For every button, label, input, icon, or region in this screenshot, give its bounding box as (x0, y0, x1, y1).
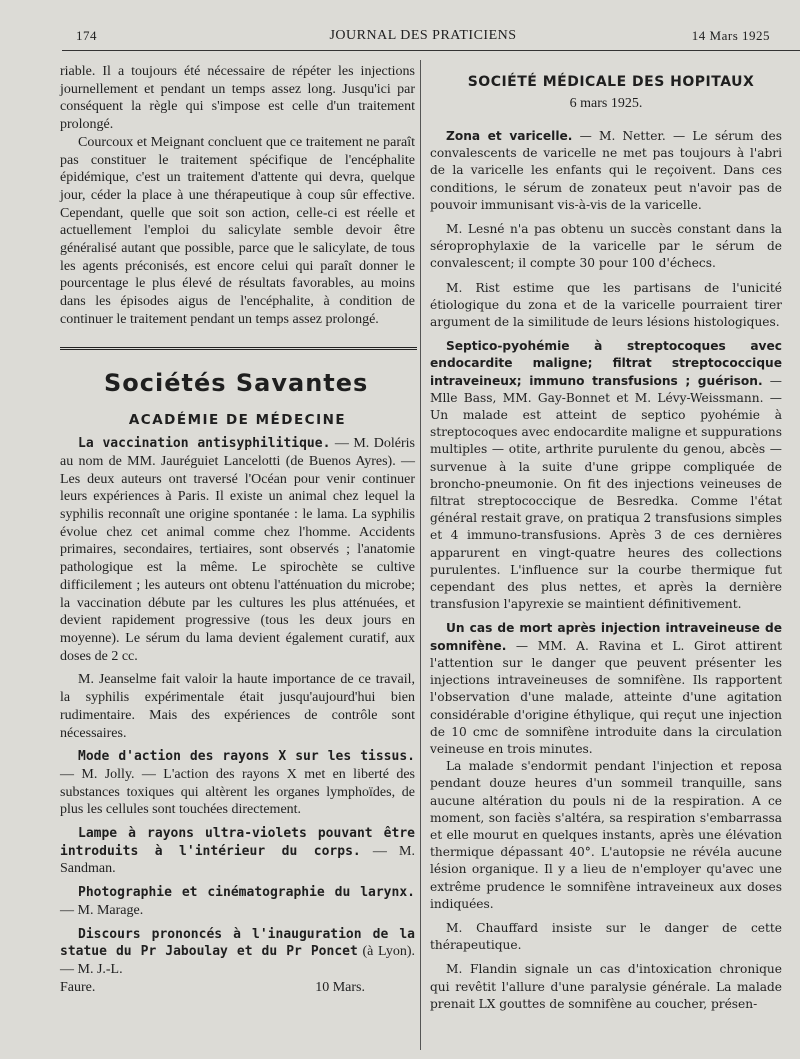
article (60, 748, 415, 819)
article (60, 435, 415, 665)
paragraph: M. Jeanselme fait valoir la haute importance de ce travail, la syphilis expérimentale était jusqu'aujourd'hui bien rudimentaire. Mais des expériences de contrôle sont nécessaires. (60, 672, 415, 741)
column-divider (420, 60, 421, 1050)
page-header (76, 28, 770, 48)
article (430, 128, 782, 214)
article-heading: Un cas de mort après injection intraveineuse de somnifène. (430, 621, 782, 653)
society-title: SOCIÉTÉ MÉDICALE DES HOPITAUX (467, 74, 755, 90)
article (430, 338, 782, 613)
article-heading: Lampe à rayons ultra-violets pouvant être introduits à l'intérieur du corps. (60, 826, 415, 859)
session-date: 6 mars 1925. (569, 96, 643, 111)
paragraph: M. Rist estime que les partisans de l'unicité étiologique du zona et de la varicelle pourraient tirer argument de la similitude de leurs lésions histologiques. (430, 280, 782, 330)
paragraph: M. Chauffard insiste sur le danger de cette thérapeutique. (430, 920, 782, 953)
article-signoff (60, 979, 415, 997)
section-title: Sociétés Savantes (104, 368, 369, 397)
right-header (430, 74, 782, 122)
left-column (60, 63, 415, 996)
section-rule (60, 347, 417, 352)
paragraph: La malade s'endormit pendant l'injection et reposa pendant douze heures d'un sommeil tranquille, sans aucune altération du pouls ni de la respiration. A ce moment, son faciès s'altéra, sa respiration s'embarrassa et elle mourut en quelques instants, après une élévation thermique dépassant 40°. L'autopsie ne révéla aucune lésion organique. Il y a lieu de n'employer qu'avec une extrême prudence le somnifène intraveineux aux doses indiquées. (430, 759, 782, 911)
article-body: — M. Netter. — Le sérum des convalescents de varicelle ne met pas toujours à l'abri de la varicelle les enfants qui le reçoivent. Dans ces conditions, le sérum de zonateux peut n'avoir pas de pouvoir immunisant vis-à-vis de la varicelle. (430, 129, 782, 212)
right-column (430, 128, 782, 1013)
paragraph: riable. Il a toujours été nécessaire de répéter les injections journellement et pendant un temps assez long. Jusqu'ici par conséquent la règle qui s'impose est celle d'un traitement prolongé. (60, 64, 415, 133)
article (60, 825, 415, 878)
header-rule (62, 50, 800, 51)
paragraph: M. Lesné n'a pas obtenu un succès constant dans la séroprophylaxie de la varicelle par le sérum de convalescent; il compte 30 pour 100 d'échecs. (430, 222, 782, 271)
article-body: — MM. A. Ravina et L. Girot attirent l'attention sur le danger que peuvent présenter les injections intraveineuses de somnifène. Ils rapportent l'observation d'une malade, atteinte d'une agitation considérable d'origine éthylique, qui reçut une injection de 10 cmc de somnifène introduite dans la circulation veineuse en trois minutes. (430, 638, 782, 756)
article-heading: Septico-pyohémie à streptocoques avec endocardite maligne; filtrat streptococcique intraveineux; immuno transfusions ; guérison. (430, 339, 782, 388)
article-body: — M. Jolly. — L'action des rayons X met en liberté des substances toxiques qui altèrent les organes lymphoïdes, de plus les cellules sont touchées directement. (60, 766, 415, 818)
article-heading: Zona et varicelle. (446, 129, 573, 143)
subsection-title: ACADÉMIE DE MÉDECINE (128, 411, 347, 428)
article-body: (à Lyon). — M. J.-L. (60, 944, 415, 977)
journal-title: JOURNAL DES PRATICIENS (329, 28, 517, 43)
article-body: — M. Sandman. (60, 843, 415, 877)
article-heading: Photographie et cinématographie du larynx. (78, 885, 415, 901)
dateline: 10 Mars. (315, 979, 365, 995)
article (60, 884, 415, 919)
page-number: 174 (76, 28, 97, 43)
article-body: — M. Doléris au nom de MM. Jauréguiet Lancelotti (de Buenos Ayres). — Les deux auteurs ont traversé l'Océan pour venir continuer leurs expériences à Paris. Il existe un animal chez lequel la syphilis reconnaît une origine spontanée : le lama. La syphilis évolue chez cet animal comme chez l'homme. Accidents primaires, secondaires, tertiaires, sont observés ; l'anatomie pathologique est la même. Le spirochète se cultive difficilement ; les auteurs ont obtenu l'atténuation du microbe; la vaccination débute par les cultures les plus atténuées, et devient rapidement progressive (tous les deux jours en moyenne). Le sérum du lama devient également curatif, aux doses de 2 cc. (60, 436, 415, 664)
article-body: — Mlle Bass, MM. Gay-Bonnet et M. Lévy-Weissmann. — Un malade est atteint de septico pyohémie à streptocoques avec endocardite maligne et suppurations multiples — otite, arthrite purulente du genou, abcès — survenue à la suite d'une grippe compliquée de broncho-pneumonie. On fit des injections veineuses de filtrat streptococcique de Besredka. Comme l'état général restait grave, on pratiqua 2 transfusions simples et 4 immuno-transfusions. Après 3 de ces dernières apparurent en vingt-quatre heures des collections purulentes. L'influence sur la courbe thermique fut cependant des plus nettes, et après la dernière transfusion l'apyrexie se maintient définitivement. (430, 373, 782, 612)
paragraph: M. Flandin signale un cas d'intoxication chronique qui revêtit l'allure d'une paralysie générale. La malade prenait LX gouttes de somnifène au coucher, présen- (430, 962, 782, 1011)
article (430, 620, 782, 758)
paragraph: Courcoux et Meignant concluent que ce traitement ne paraît pas constituer le traitement spécifique de l'encéphalite épidémique, c'est un traitement d'attente qui devra, quelque jour, céder la place à une thérapeutique à coup sûr effective. Cependant, quelle que soit son action, celle-ci est réelle et actuellement l'emploi du salicylate semble devoir être généralisé autant que possible, parce que le salicylate, de tous les agents préconisés, est encore celui qui paraît donner le pourcentage le plus élevé de résultats favorables, au moins dans les épisodes aigus de l'encéphalite, à condition de continuer le traitement pendant un temps assez prolongé. (60, 134, 415, 327)
article-body: — M. Marage. (60, 902, 144, 918)
article-heading: Mode d'action des rayons X sur les tissus. (78, 749, 415, 765)
article-heading: Discours prononcés à l'inauguration de la statue du Pr Jaboulay et du Pr Poncet (60, 926, 415, 960)
article-heading: La vaccination antisyphilitique. (78, 436, 331, 452)
issue-date: 14 Mars 1925 (691, 28, 770, 43)
article (60, 926, 415, 979)
author: Faure. (60, 979, 96, 995)
